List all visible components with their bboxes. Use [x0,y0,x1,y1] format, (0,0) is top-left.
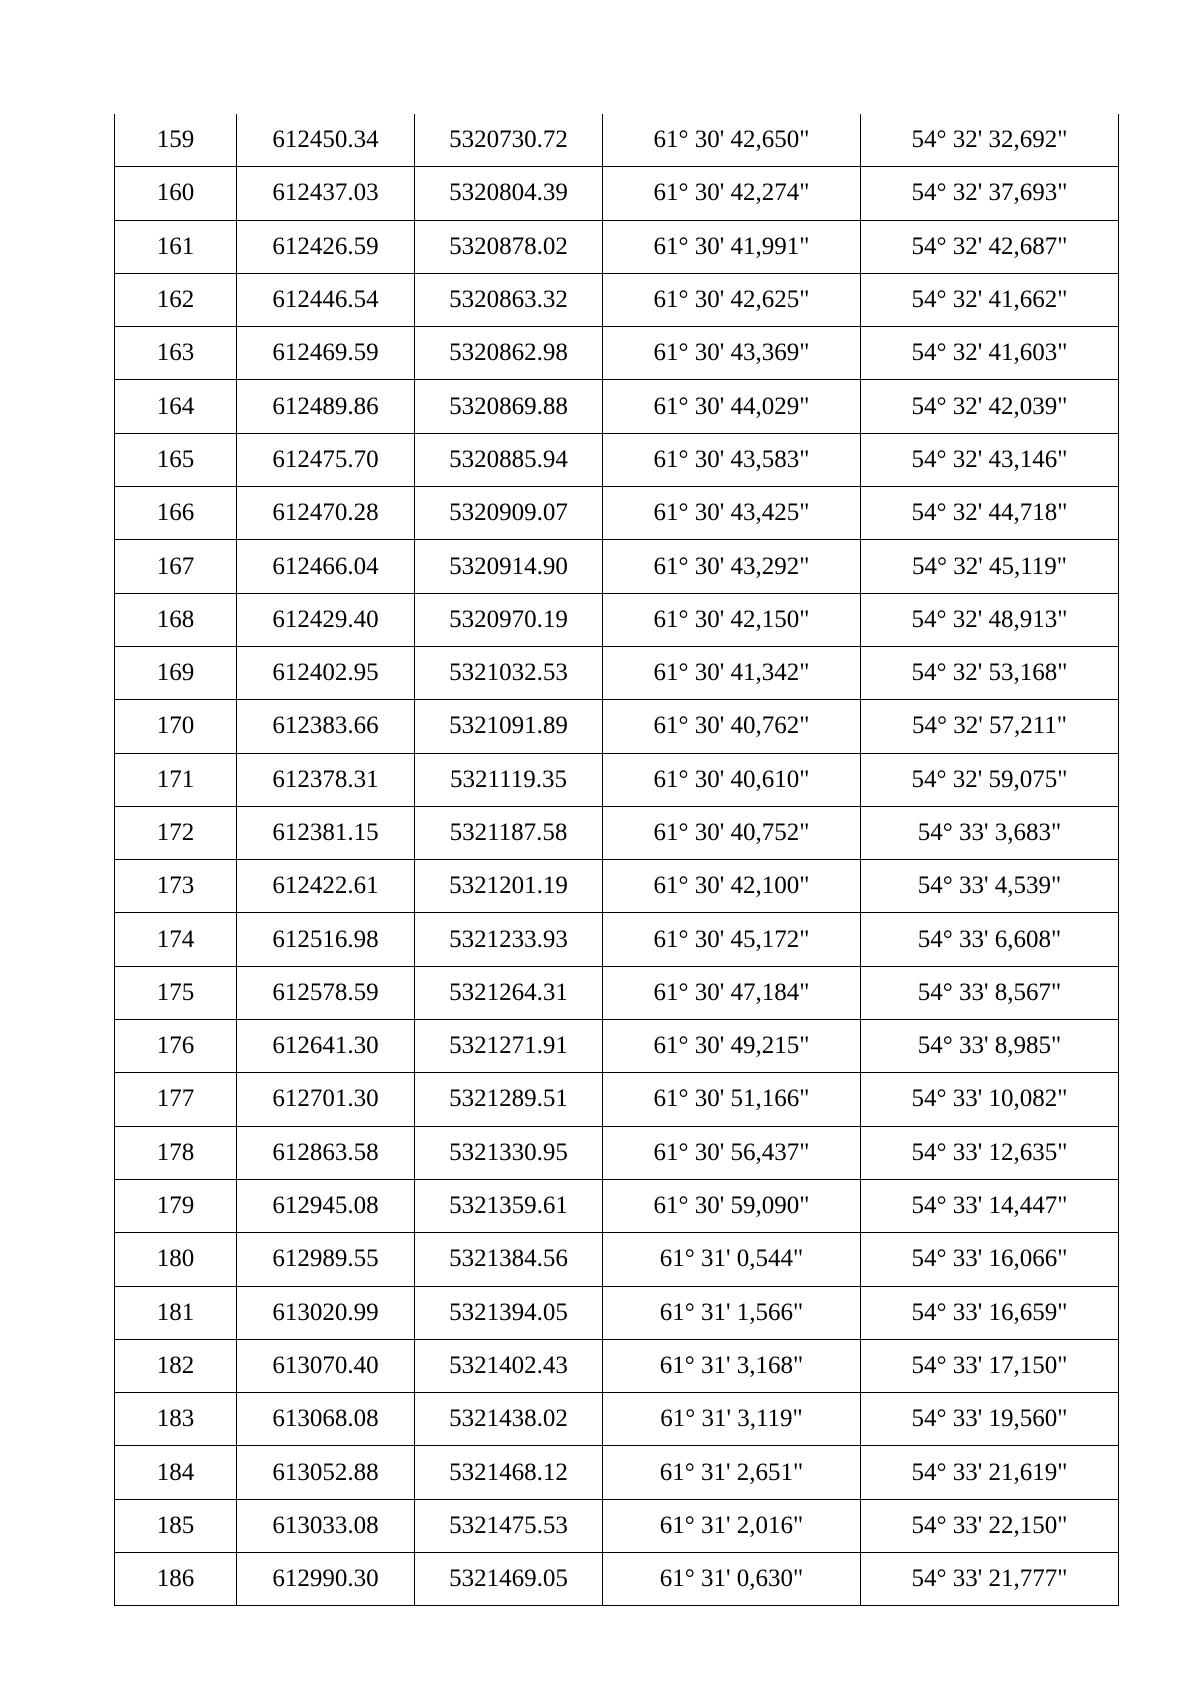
longitude-cell: 54° 32' 43,146" [861,433,1119,486]
point-number-cell: 161 [115,220,237,273]
x-coordinate-cell: 613070.40 [237,1339,415,1392]
table-row [115,1553,1119,1606]
x-coordinate-cell: 612641.30 [237,1020,415,1073]
latitude-cell: 61° 31' 2,651" [603,1446,861,1499]
longitude-cell: 54° 33' 17,150" [861,1339,1119,1392]
table-row [115,1233,1119,1286]
table-row [115,753,1119,806]
longitude-cell: 54° 33' 8,567" [861,966,1119,1019]
x-coordinate-cell: 612945.08 [237,1179,415,1232]
longitude-cell: 54° 32' 44,718" [861,487,1119,540]
table-row [115,380,1119,433]
y-coordinate-cell: 5321264.31 [415,966,603,1019]
latitude-cell: 61° 30' 56,437" [603,1126,861,1179]
point-number-cell: 180 [115,1233,237,1286]
y-coordinate-cell: 5321233.93 [415,913,603,966]
longitude-cell: 54° 32' 45,119" [861,540,1119,593]
longitude-cell: 54° 33' 3,683" [861,806,1119,859]
table-row [115,433,1119,486]
y-coordinate-cell: 5320730.72 [415,114,603,167]
latitude-cell: 61° 30' 42,100" [603,860,861,913]
longitude-cell: 54° 32' 42,687" [861,220,1119,273]
x-coordinate-cell: 613052.88 [237,1446,415,1499]
point-number-cell: 179 [115,1179,237,1232]
y-coordinate-cell: 5321091.89 [415,700,603,753]
longitude-cell: 54° 32' 59,075" [861,753,1119,806]
latitude-cell: 61° 30' 42,625" [603,273,861,326]
longitude-cell: 54° 33' 21,777" [861,1553,1119,1606]
table-row [115,1020,1119,1073]
x-coordinate-cell: 612475.70 [237,433,415,486]
point-number-cell: 167 [115,540,237,593]
y-coordinate-cell: 5321201.19 [415,860,603,913]
longitude-cell: 54° 32' 32,692" [861,114,1119,167]
longitude-cell: 54° 32' 41,662" [861,273,1119,326]
coordinates-table [114,114,1119,1606]
table-row [115,487,1119,540]
table-row [115,860,1119,913]
point-number-cell: 183 [115,1393,237,1446]
longitude-cell: 54° 33' 8,985" [861,1020,1119,1073]
longitude-cell: 54° 33' 22,150" [861,1499,1119,1552]
longitude-cell: 54° 32' 41,603" [861,327,1119,380]
x-coordinate-cell: 612469.59 [237,327,415,380]
latitude-cell: 61° 30' 41,342" [603,646,861,699]
table-row [115,700,1119,753]
table-row [115,1179,1119,1232]
y-coordinate-cell: 5320878.02 [415,220,603,273]
latitude-cell: 61° 30' 43,583" [603,433,861,486]
x-coordinate-cell: 612446.54 [237,273,415,326]
longitude-cell: 54° 32' 53,168" [861,646,1119,699]
y-coordinate-cell: 5321289.51 [415,1073,603,1126]
longitude-cell: 54° 32' 37,693" [861,167,1119,220]
latitude-cell: 61° 30' 43,425" [603,487,861,540]
table-row [115,913,1119,966]
x-coordinate-cell: 612426.59 [237,220,415,273]
x-coordinate-cell: 612578.59 [237,966,415,1019]
latitude-cell: 61° 31' 1,566" [603,1286,861,1339]
point-number-cell: 185 [115,1499,237,1552]
point-number-cell: 177 [115,1073,237,1126]
coordinates-table-body [115,114,1119,1606]
x-coordinate-cell: 612466.04 [237,540,415,593]
table-row [115,167,1119,220]
latitude-cell: 61° 31' 3,168" [603,1339,861,1392]
point-number-cell: 171 [115,753,237,806]
y-coordinate-cell: 5321475.53 [415,1499,603,1552]
x-coordinate-cell: 612378.31 [237,753,415,806]
y-coordinate-cell: 5321468.12 [415,1446,603,1499]
point-number-cell: 166 [115,487,237,540]
latitude-cell: 61° 30' 59,090" [603,1179,861,1232]
y-coordinate-cell: 5321384.56 [415,1233,603,1286]
table-row [115,327,1119,380]
latitude-cell: 61° 30' 45,172" [603,913,861,966]
table-row [115,646,1119,699]
point-number-cell: 162 [115,273,237,326]
x-coordinate-cell: 612516.98 [237,913,415,966]
x-coordinate-cell: 612489.86 [237,380,415,433]
point-number-cell: 182 [115,1339,237,1392]
x-coordinate-cell: 612429.40 [237,593,415,646]
point-number-cell: 160 [115,167,237,220]
longitude-cell: 54° 32' 48,913" [861,593,1119,646]
table-row [115,1126,1119,1179]
x-coordinate-cell: 612422.61 [237,860,415,913]
y-coordinate-cell: 5320914.90 [415,540,603,593]
point-number-cell: 174 [115,913,237,966]
y-coordinate-cell: 5320909.07 [415,487,603,540]
x-coordinate-cell: 612990.30 [237,1553,415,1606]
latitude-cell: 61° 30' 42,274" [603,167,861,220]
table-row [115,540,1119,593]
latitude-cell: 61° 31' 3,119" [603,1393,861,1446]
longitude-cell: 54° 33' 12,635" [861,1126,1119,1179]
latitude-cell: 61° 31' 0,544" [603,1233,861,1286]
table-row [115,114,1119,167]
x-coordinate-cell: 612383.66 [237,700,415,753]
point-number-cell: 163 [115,327,237,380]
y-coordinate-cell: 5321330.95 [415,1126,603,1179]
longitude-cell: 54° 33' 6,608" [861,913,1119,966]
y-coordinate-cell: 5321438.02 [415,1393,603,1446]
longitude-cell: 54° 33' 14,447" [861,1179,1119,1232]
x-coordinate-cell: 613068.08 [237,1393,415,1446]
point-number-cell: 184 [115,1446,237,1499]
table-row [115,1339,1119,1392]
point-number-cell: 175 [115,966,237,1019]
point-number-cell: 169 [115,646,237,699]
x-coordinate-cell: 612437.03 [237,167,415,220]
table-row [115,593,1119,646]
point-number-cell: 186 [115,1553,237,1606]
x-coordinate-cell: 613020.99 [237,1286,415,1339]
point-number-cell: 170 [115,700,237,753]
table-row [115,806,1119,859]
x-coordinate-cell: 612863.58 [237,1126,415,1179]
longitude-cell: 54° 33' 21,619" [861,1446,1119,1499]
longitude-cell: 54° 33' 16,659" [861,1286,1119,1339]
longitude-cell: 54° 33' 10,082" [861,1073,1119,1126]
latitude-cell: 61° 31' 0,630" [603,1553,861,1606]
latitude-cell: 61° 30' 43,369" [603,327,861,380]
x-coordinate-cell: 612701.30 [237,1073,415,1126]
y-coordinate-cell: 5320885.94 [415,433,603,486]
table-row [115,220,1119,273]
latitude-cell: 61° 30' 40,610" [603,753,861,806]
y-coordinate-cell: 5320970.19 [415,593,603,646]
point-number-cell: 178 [115,1126,237,1179]
y-coordinate-cell: 5321394.05 [415,1286,603,1339]
latitude-cell: 61° 30' 49,215" [603,1020,861,1073]
longitude-cell: 54° 33' 19,560" [861,1393,1119,1446]
y-coordinate-cell: 5321032.53 [415,646,603,699]
point-number-cell: 159 [115,114,237,167]
x-coordinate-cell: 612402.95 [237,646,415,699]
point-number-cell: 176 [115,1020,237,1073]
latitude-cell: 61° 30' 40,762" [603,700,861,753]
y-coordinate-cell: 5321469.05 [415,1553,603,1606]
y-coordinate-cell: 5320804.39 [415,167,603,220]
longitude-cell: 54° 32' 42,039" [861,380,1119,433]
point-number-cell: 168 [115,593,237,646]
point-number-cell: 173 [115,860,237,913]
point-number-cell: 164 [115,380,237,433]
x-coordinate-cell: 613033.08 [237,1499,415,1552]
y-coordinate-cell: 5320862.98 [415,327,603,380]
table-row [115,966,1119,1019]
y-coordinate-cell: 5321359.61 [415,1179,603,1232]
latitude-cell: 61° 30' 43,292" [603,540,861,593]
latitude-cell: 61° 30' 42,650" [603,114,861,167]
table-row [115,1499,1119,1552]
latitude-cell: 61° 30' 47,184" [603,966,861,1019]
longitude-cell: 54° 33' 16,066" [861,1233,1119,1286]
table-row [115,1286,1119,1339]
y-coordinate-cell: 5321402.43 [415,1339,603,1392]
y-coordinate-cell: 5321271.91 [415,1020,603,1073]
point-number-cell: 181 [115,1286,237,1339]
table-row [115,1393,1119,1446]
x-coordinate-cell: 612989.55 [237,1233,415,1286]
point-number-cell: 172 [115,806,237,859]
latitude-cell: 61° 30' 41,991" [603,220,861,273]
table-row [115,1073,1119,1126]
latitude-cell: 61° 30' 51,166" [603,1073,861,1126]
table-row [115,1446,1119,1499]
longitude-cell: 54° 33' 4,539" [861,860,1119,913]
longitude-cell: 54° 32' 57,211" [861,700,1119,753]
latitude-cell: 61° 31' 2,016" [603,1499,861,1552]
table-row [115,273,1119,326]
latitude-cell: 61° 30' 44,029" [603,380,861,433]
x-coordinate-cell: 612450.34 [237,114,415,167]
point-number-cell: 165 [115,433,237,486]
x-coordinate-cell: 612381.15 [237,806,415,859]
latitude-cell: 61° 30' 42,150" [603,593,861,646]
y-coordinate-cell: 5321187.58 [415,806,603,859]
latitude-cell: 61° 30' 40,752" [603,806,861,859]
x-coordinate-cell: 612470.28 [237,487,415,540]
y-coordinate-cell: 5320869.88 [415,380,603,433]
y-coordinate-cell: 5320863.32 [415,273,603,326]
y-coordinate-cell: 5321119.35 [415,753,603,806]
